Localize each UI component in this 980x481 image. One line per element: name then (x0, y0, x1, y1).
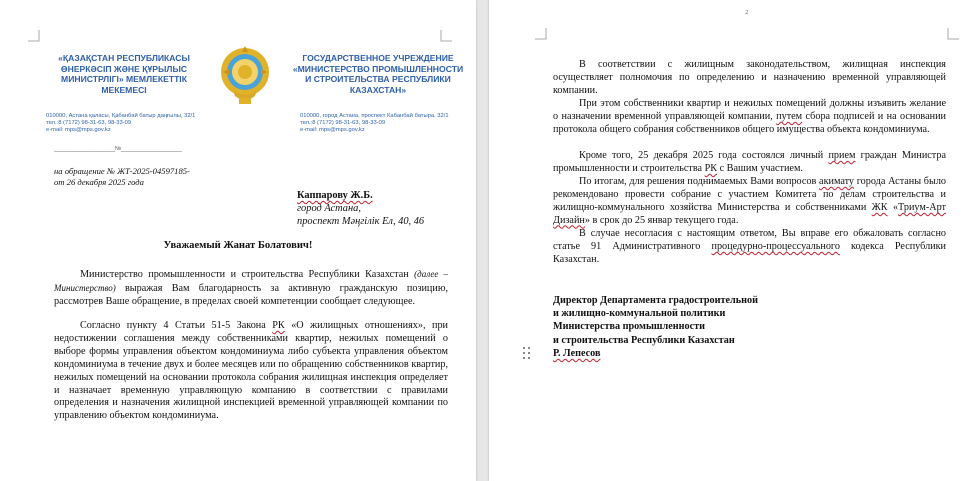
p4-trium: Триум-Арт Дизайн (553, 201, 946, 226)
greeting: Уважаемый Жанат Болатович! (163, 240, 313, 251)
address-ru-email: e-mail: mps@mps.gov.kz (300, 127, 365, 134)
p2-b: «О жилищных отношениях», при недостижении соглашения между собственниками квартир, нежилых помещений о выборе формы управления объектом кондоминиума либо субъекта управления объектом кондоминиума в течение двух и более месяцев или по обращению собственников квартир, нежилых помещений на основании протокола собрания жилищная инспекция определяет и назначает временную управляющую компанию в соответствии с правилами определения и назначения жилищной инспекцией временной управляющей компании по управлению объектом кондоминиума. (54, 320, 449, 422)
p2-rk: РК (272, 320, 285, 331)
reference-number (54, 166, 190, 176)
outgoing-number-line: ____________________№____________________ (54, 146, 182, 152)
header-ru: ГОСУДАРСТВЕННОЕ УЧРЕЖДЕНИЕ «МИНИСТЕРСТВО ПРОМЫШЛЕННОСТИ И СТРОИТЕЛЬСТВА РЕСПУБЛИКИ КАЗАХСТАН» (292, 53, 464, 95)
p2-b: сбора подписей и на основании протокола общего собрания собственников общего имущества объекта кондоминиума. (553, 110, 946, 135)
paragraph-5 (553, 150, 946, 176)
recipient-block (297, 189, 424, 228)
drag-handle-icon[interactable] (523, 347, 531, 361)
signature-title-1: Директор Департамента градостроительной (553, 295, 758, 306)
address-kz (46, 113, 195, 135)
p3-c: с Вашим участием. (717, 162, 803, 174)
paragraph-1 (54, 268, 448, 309)
address-kz-line-1: 010000, Астана қаласы, Қабанбай батыр даңғылы, 32/1 (46, 113, 196, 119)
paragraph-3: В соответствии с жилищным законодательством, жилищная инспекция осуществляет полномочия по определению и назначению временной управляющей компании. (553, 59, 946, 96)
reference-id: ЖТ-2025-04597185- (117, 166, 190, 176)
signature-title-3: Министерства промышленности (553, 321, 706, 333)
reference-prefix: на обращение № (54, 166, 118, 176)
p5-a: В случае несогласия с настоящим ответом, Вы вправе его обжаловать согласно статье 91 Административного (553, 228, 946, 252)
p3-rk: РК (704, 162, 718, 174)
document-page-1[interactable] (0, 0, 476, 481)
p1-italic: (далее – Министерство) (54, 269, 448, 293)
recipient-city: город Астана, (297, 203, 361, 214)
p2-a: При этом собственники квартир и нежилых помещений должны изъявить желание о назначении временной управляющей компании, (553, 98, 946, 122)
crop-mark-top-left (535, 28, 547, 40)
address-ru-phone: тел.:8 (7172) 98-31-63, 98-33-09 (300, 120, 386, 127)
p4-zhk: ЖК (871, 201, 888, 213)
recipient-name: Каппарову Ж.Б. (297, 190, 373, 201)
signature-title-2: и жилищно-коммунальной политики (553, 308, 726, 320)
signature-name: Р. Лепесов (553, 347, 601, 359)
p1-rest: выражая Вам благодарность за активную гражданскую позицию, рассмотрев Ваше обращение, в пределах своей компетенции сообщает следующее. (54, 282, 448, 307)
address-ru (300, 113, 449, 135)
p3-b: граждан Министра промышленности и строительства (553, 150, 946, 174)
p2-put: путем (776, 110, 803, 122)
p4-b: города Астаны было рекомендовано провести собрание с участием Комитета по делам строительства и жилищно-коммунального хозяйства Министерства и собственниками (553, 176, 947, 213)
paragraph-6 (553, 176, 946, 228)
crop-mark-top-left (28, 30, 40, 42)
header-kz: «ҚАЗАҚСТАН РЕСПУБЛИКАСЫ ӨНЕРКӘСІП ЖӘНЕ ҚҰРЫЛЫС МИНИСТРЛІГІ» МЕМЛЕКЕТТІК МЕКЕМЕСІ (58, 53, 190, 95)
kazakhstan-emblem-icon (219, 42, 271, 108)
crop-mark-top-right (947, 28, 959, 40)
signature-block (553, 294, 758, 360)
p3-priem: прием (828, 150, 856, 161)
document-page-2[interactable] (489, 0, 980, 481)
address-ru-line-1: 010000, город Астана, проспект Кабанбай батыра, 32/1 (300, 113, 449, 119)
recipient-street: проспект Мәңгілік Ел, 40, 46 (297, 216, 425, 227)
p5-proc: процедурно-процессуального (711, 240, 840, 252)
p4-d: » в срок до 25 январ текущего года. (584, 214, 739, 226)
p4-c: « (887, 201, 899, 213)
paragraph-7 (553, 228, 946, 267)
p3-a: Кроме того, 25 декабря 2025 года состоялся личный (579, 150, 829, 161)
p4-akimat: акимату (819, 176, 855, 187)
paragraph-4 (553, 98, 946, 137)
address-kz-email: e-mail: mps@mps.gov.kz (46, 127, 111, 134)
p5-b: кодекса Республики Казахстан. (553, 240, 947, 265)
address-kz-phone: тел.:8 (7172) 98-31-63, 98-33-09 (46, 120, 132, 127)
reference-date: от 26 декабря 2025 года (54, 177, 144, 187)
signature-title-4: и строительства Республики Казахстан (553, 334, 735, 346)
p1-start: Министерство промышленности и строительства Республики Казахстан (80, 269, 409, 280)
p4-a: По итогам, для решения поднимаемых Вами вопросов (579, 176, 820, 187)
p2-a: Согласно пункту 4 Статьи 51-5 Закона (80, 320, 273, 331)
paragraph-2 (54, 320, 448, 423)
page-number: 2 (745, 9, 749, 16)
crop-mark-top-right (440, 30, 452, 42)
